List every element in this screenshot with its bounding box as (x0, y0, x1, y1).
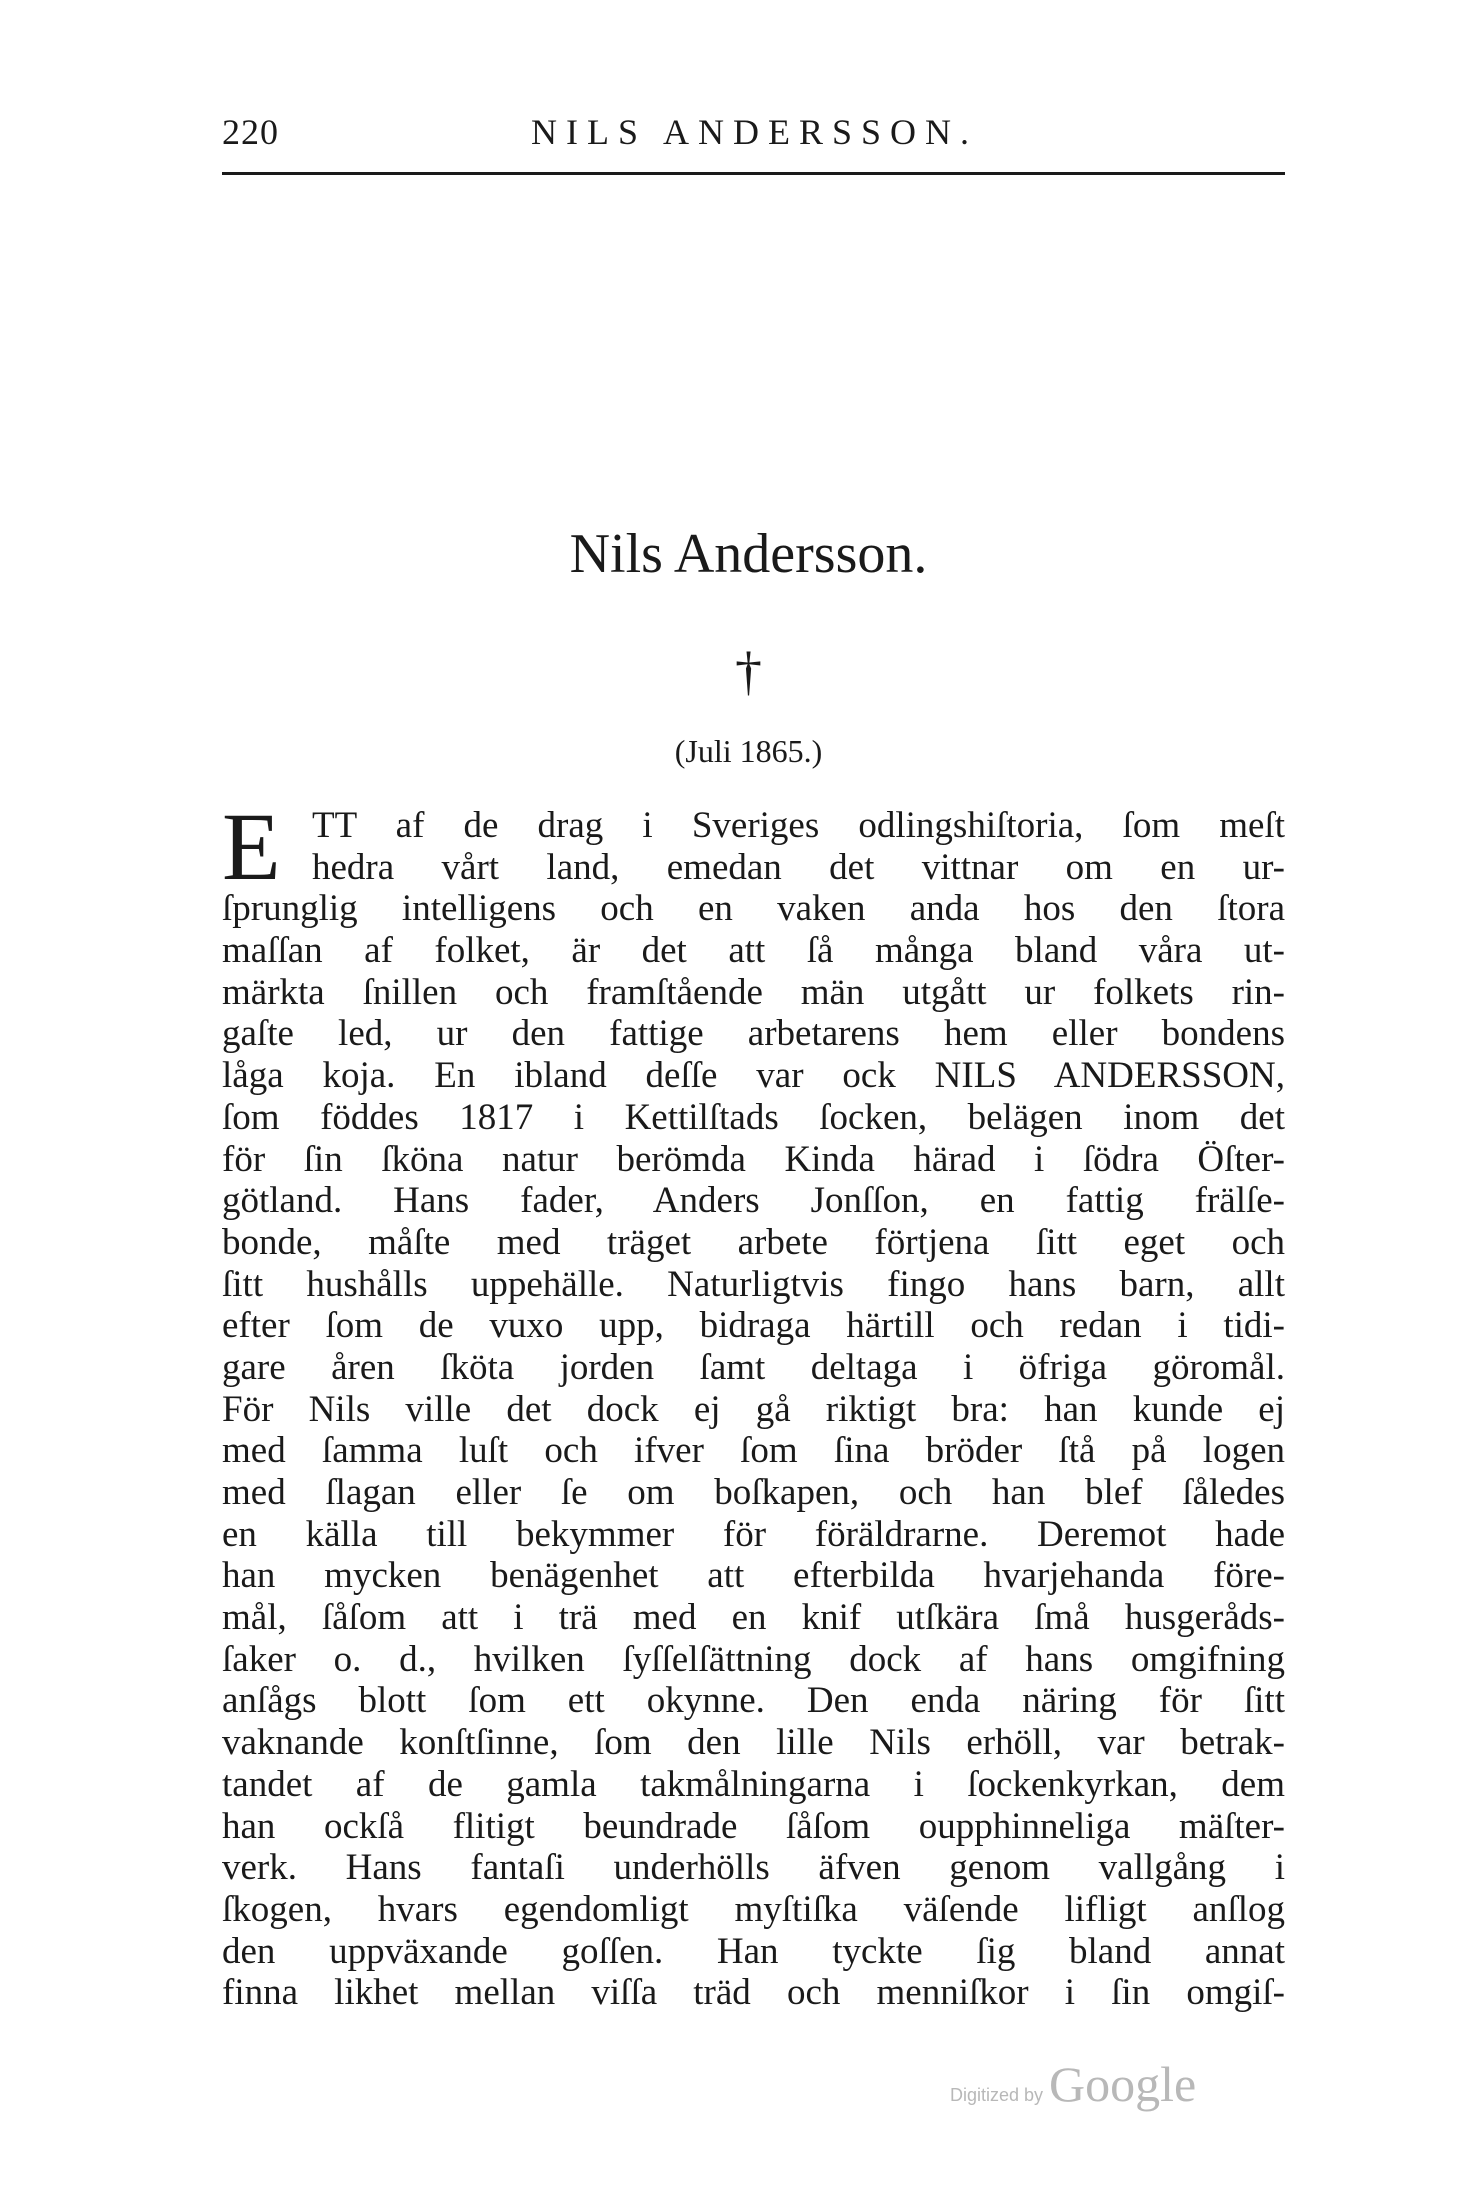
body-text (222, 793, 1285, 2014)
text-line: efter ſom de vuxo upp, bidraga härtill och redan i tidi- (222, 1305, 1285, 1347)
drop-cap: E (222, 793, 281, 900)
text-line: den uppväxande goſſen. Han tyckte ſig bland annat (222, 1930, 1285, 1972)
text-line: en källa till bekymmer för föräldrarne. Deremot hade (222, 1513, 1285, 1555)
text-line: gaſte led, ur den fattige arbetarens hem eller bondens (222, 1013, 1285, 1055)
digitized-by-label: Digitized by (950, 2085, 1044, 2105)
text-line: götland. Hans fader, Anders Jonſſon, en fattig frälſe- (222, 1180, 1285, 1222)
text-line: märkta ſnillen och framſtående män utgått ur folkets rin- (222, 971, 1285, 1013)
text-line: ſom föddes 1817 i Kettilſtads ſocken, belägen inom det (222, 1096, 1285, 1138)
header-rule (222, 172, 1285, 175)
text-line: anſågs blott ſom ett okynne. Den enda näring för ſitt (222, 1680, 1285, 1722)
page-number: 220 (222, 112, 279, 152)
text-line: ſaker o. d., hvilken ſyſſelſättning dock af hans omgifning (222, 1638, 1285, 1680)
text-line: låga koja. En ibland deſſe var ock NILS ANDERSSON, (222, 1055, 1285, 1097)
text-line: maſſan af folket, är det att ſå många bland våra ut- (222, 930, 1285, 972)
article-title: Nils Andersson. (569, 523, 928, 585)
text-line: finna likhet mellan viſſa träd och menniſkor i ſin omgiſ- (222, 1972, 1285, 2014)
text-line: ſitt hushålls uppehälle. Naturligtvis fingo hans barn, allt (222, 1263, 1285, 1305)
running-head: NILS ANDERSSON. (531, 112, 979, 152)
text-line: ſprunglig intelligens och en vaken anda hos den ſtora (222, 888, 1285, 930)
text-line: verk. Hans fantaſi underhölls äfven genom vallgång i (222, 1847, 1285, 1889)
text-line: han ockſå flitigt beundrade ſåſom oupphinneliga mäſter- (222, 1805, 1285, 1847)
text-line: för ſin ſköna natur berömda Kinda härad i ſödra Öſter- (222, 1138, 1285, 1180)
text-line: han mycken benägenhet att efterbilda hvarjehanda före- (222, 1555, 1285, 1597)
digitization-watermark (950, 2055, 1196, 2115)
text-line: TT af de drag i Sveriges odlingshiſtoria, ſom meſt (312, 805, 1285, 846)
text-line: med ſlagan eller ſe om boſkapen, och han blef ſåledes (222, 1472, 1285, 1513)
text-line: För Nils ville det dock ej gå riktigt bra: han kunde ej (222, 1388, 1285, 1430)
text-line: gare åren ſköta jorden ſamt deltaga i öfriga göromål. (222, 1346, 1285, 1388)
text-line: hedra vårt land, emedan det vittnar om en ur- (312, 846, 1285, 888)
text-line: bonde, måſte med träget arbete förtjena ſitt eget och (222, 1221, 1285, 1263)
death-cross: † (735, 641, 762, 701)
text-line: med ſamma luſt och ifver ſom ſina bröder ſtå på logen (222, 1430, 1285, 1472)
page-header (222, 103, 1285, 155)
text-line: ſkogen, hvars egendomligt myſtiſka väſende lifligt anſlog (222, 1888, 1285, 1930)
google-logo: Google (1049, 2056, 1197, 2112)
text-line: tandet af de gamla takmålningarna i ſockenkyrkan, dem (222, 1763, 1285, 1805)
article-date: (Juli 1865.) (674, 733, 823, 769)
text-line: vaknande konſtſinne, ſom den lille Nils erhöll, var betrak- (222, 1722, 1285, 1764)
text-line: mål, ſåſom att i trä med en knif utſkära ſmå husgeråds- (222, 1597, 1285, 1639)
